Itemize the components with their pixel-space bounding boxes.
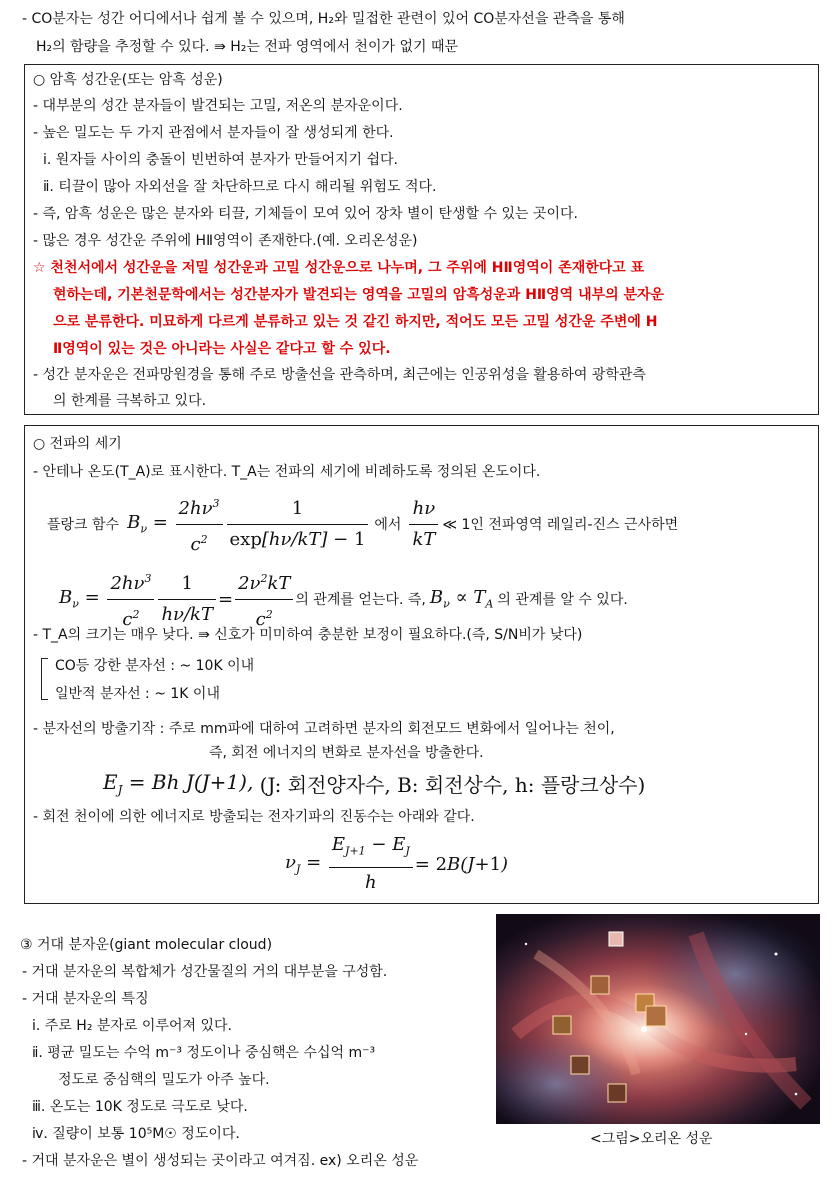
star-note-line: 으로 분류한다. 미묘하게 다르게 분류하고 있는 것 같긴 하지만, 적어도 모든 고밀 성간운 주변에 H [53, 314, 658, 330]
rj-tail: 의 관계를 얻는다. 즉, [295, 592, 426, 608]
frequency-equation: $\nu_J$ = $\frac{E_{J+1} - E_J}{h}$ = 2B(J+1) [285, 830, 508, 898]
antenna-temp-line: - 안테나 온도(T_A)로 표시한다. T_A는 전파의 세기에 비례하도록 정의된 온도이다. [33, 464, 541, 480]
dark-cloud-bullet-cont: 의 한계를 극복하고 있다. [53, 393, 207, 409]
frequency-line: - 회전 천이에 의한 에너지로 방출되는 전자기파의 진동수는 아래와 같다. [33, 809, 475, 825]
planck-equation: 플랑크 함수 $B_\nu$ = $\frac{2h\nu^3}{c^2}$ $\frac{1}{\exp[h\nu/kT] - 1}$ 에서 $\frac{h\nu}{kT}$ ≪ 1인 전파영역 레일리-진스 근사하면 [47, 488, 678, 560]
planck-tail: ≪ 1인 전파영역 레일리-진스 근사하면 [442, 517, 679, 533]
radio-heading: ○ 전파의 세기 [33, 436, 122, 452]
figure-caption: <그림>오리온 성운 [590, 1131, 713, 1147]
gmc-line: - 거대 분자운의 복합체가 성간물질의 거의 대부분을 구성함. [22, 964, 388, 980]
gmc-subitem: ⅲ. 온도는 10K 정도로 극도로 낮다. [32, 1099, 248, 1115]
dark-cloud-heading: ○ 암흑 성간운(또는 암흑 성운) [33, 72, 223, 88]
star-note-line: 현하는데, 기본천문학에서는 성간분자가 발견되는 영역을 고밀의 암흑성운과 HⅡ영역 내부의 분자운 [53, 287, 665, 303]
dark-cloud-bullet: - 높은 밀도는 두 가지 관점에서 분자들이 잘 생성되게 한다. [33, 125, 394, 141]
ej-legend: (J: 회전양자수, B: 회전상수, h: 플랑크상수) [259, 772, 646, 797]
gmc-line: - 거대 분자운은 별이 생성되는 곳이라고 여겨짐. ex) 오리온 성운 [22, 1153, 419, 1169]
dark-cloud-box [24, 64, 819, 415]
dark-cloud-subitem: ⅱ. 티끌이 많아 자외선을 잘 차단하므로 다시 해리될 위험도 적다. [43, 179, 437, 195]
emission-mechanism-line: - 분자선의 방출기작 : 주로 mm파에 대하여 고려하면 분자의 회전모드 변화에서 일어나는 천이, [33, 721, 615, 737]
planck-mid: 에서 [374, 517, 402, 533]
gmc-subitem: ⅱ. 평균 밀도는 수억 m⁻³ 정도이나 중심핵은 수십억 m⁻³ [32, 1045, 376, 1061]
dark-cloud-subitem: ⅰ. 원자들 사이의 충돌이 빈번하여 분자가 만들어지기 쉽다. [43, 152, 398, 168]
general-line: 일반적 분자선 : ~ 1K 이내 [55, 686, 220, 702]
dark-cloud-bullet: - 성간 분자운은 전파망원경을 통해 주로 방출선을 관측하며, 최근에는 인공위성을 활용하여 광학관측 [33, 367, 646, 383]
bracket [41, 658, 48, 700]
intro-line-1: - CO분자는 성간 어디에서나 쉽게 볼 수 있으며, H₂와 밀접한 관련이 있어 CO분자선을 관측을 통해 [22, 11, 625, 27]
ta-magnitude-line: - T_A의 크기는 매우 낮다. ⇛ 신호가 미미하여 충분한 보정이 필요하다.(즉, S/N비가 낮다) [33, 627, 583, 643]
orion-nebula-image [496, 914, 820, 1124]
planck-label: 플랑크 함수 [47, 517, 120, 533]
rotational-energy-equation: $E_J = Bh$ J(J+1), (J: 회전양자수, B: 회전상수, h: 플랑크상수) [103, 769, 646, 797]
radio-intensity-box [24, 425, 819, 904]
dark-cloud-bullet: - 대부분의 성간 분자들이 발견되는 고밀, 저온의 분자운이다. [33, 98, 403, 114]
gmc-subitem: ⅳ. 질량이 보통 10⁵M☉ 정도이다. [32, 1126, 240, 1142]
star-note-line: Ⅱ영역이 있는 것은 아니라는 사실은 같다고 할 수 있다. [53, 341, 391, 357]
dark-cloud-bullet: - 많은 경우 성간운 주위에 HⅡ영역이 존재한다.(예. 오리온성운) [33, 233, 418, 249]
gmc-subitem-cont: 정도로 중심핵의 밀도가 아주 높다. [58, 1072, 270, 1088]
emission-mechanism-line-2: 즉, 회전 에너지의 변화로 분자선을 방출한다. [209, 745, 484, 761]
gmc-heading: ③ 거대 분자운(giant molecular cloud) [20, 937, 273, 953]
intro-line-2: H₂의 함량을 추정할 수 있다. ⇛ H₂는 전파 영역에서 천이가 없기 때문 [36, 39, 458, 55]
rayleigh-jeans-equation: $B_\nu$ = $\frac{2h\nu^3}{c^2}$ $\frac{1}{h\nu/kT}$ = $\frac{2\nu^2kT}{c^2}$ 의 관계를 얻는다. 즉, $B_\nu \propto T_A$ 의 관계를 알 수 있다. [59, 562, 628, 636]
dark-cloud-bullet: - 즉, 암흑 성운은 많은 분자와 티끌, 기체들이 모여 있어 장차 별이 탄생할 수 있는 곳이다. [33, 206, 578, 222]
star-note-line: ☆ 천천서에서 성간운을 저밀 성간운과 고밀 성간운으로 나누며, 그 주위에 HⅡ영역이 존재한다고 표 [33, 260, 645, 276]
rj-tail-2: 의 관계를 알 수 있다. [497, 592, 628, 608]
co-line: CO등 강한 분자선 : ~ 10K 이내 [55, 658, 255, 674]
gmc-subitem: ⅰ. 주로 H₂ 분자로 이루어져 있다. [32, 1018, 232, 1034]
gmc-line: - 거대 분자운의 특징 [22, 991, 149, 1007]
